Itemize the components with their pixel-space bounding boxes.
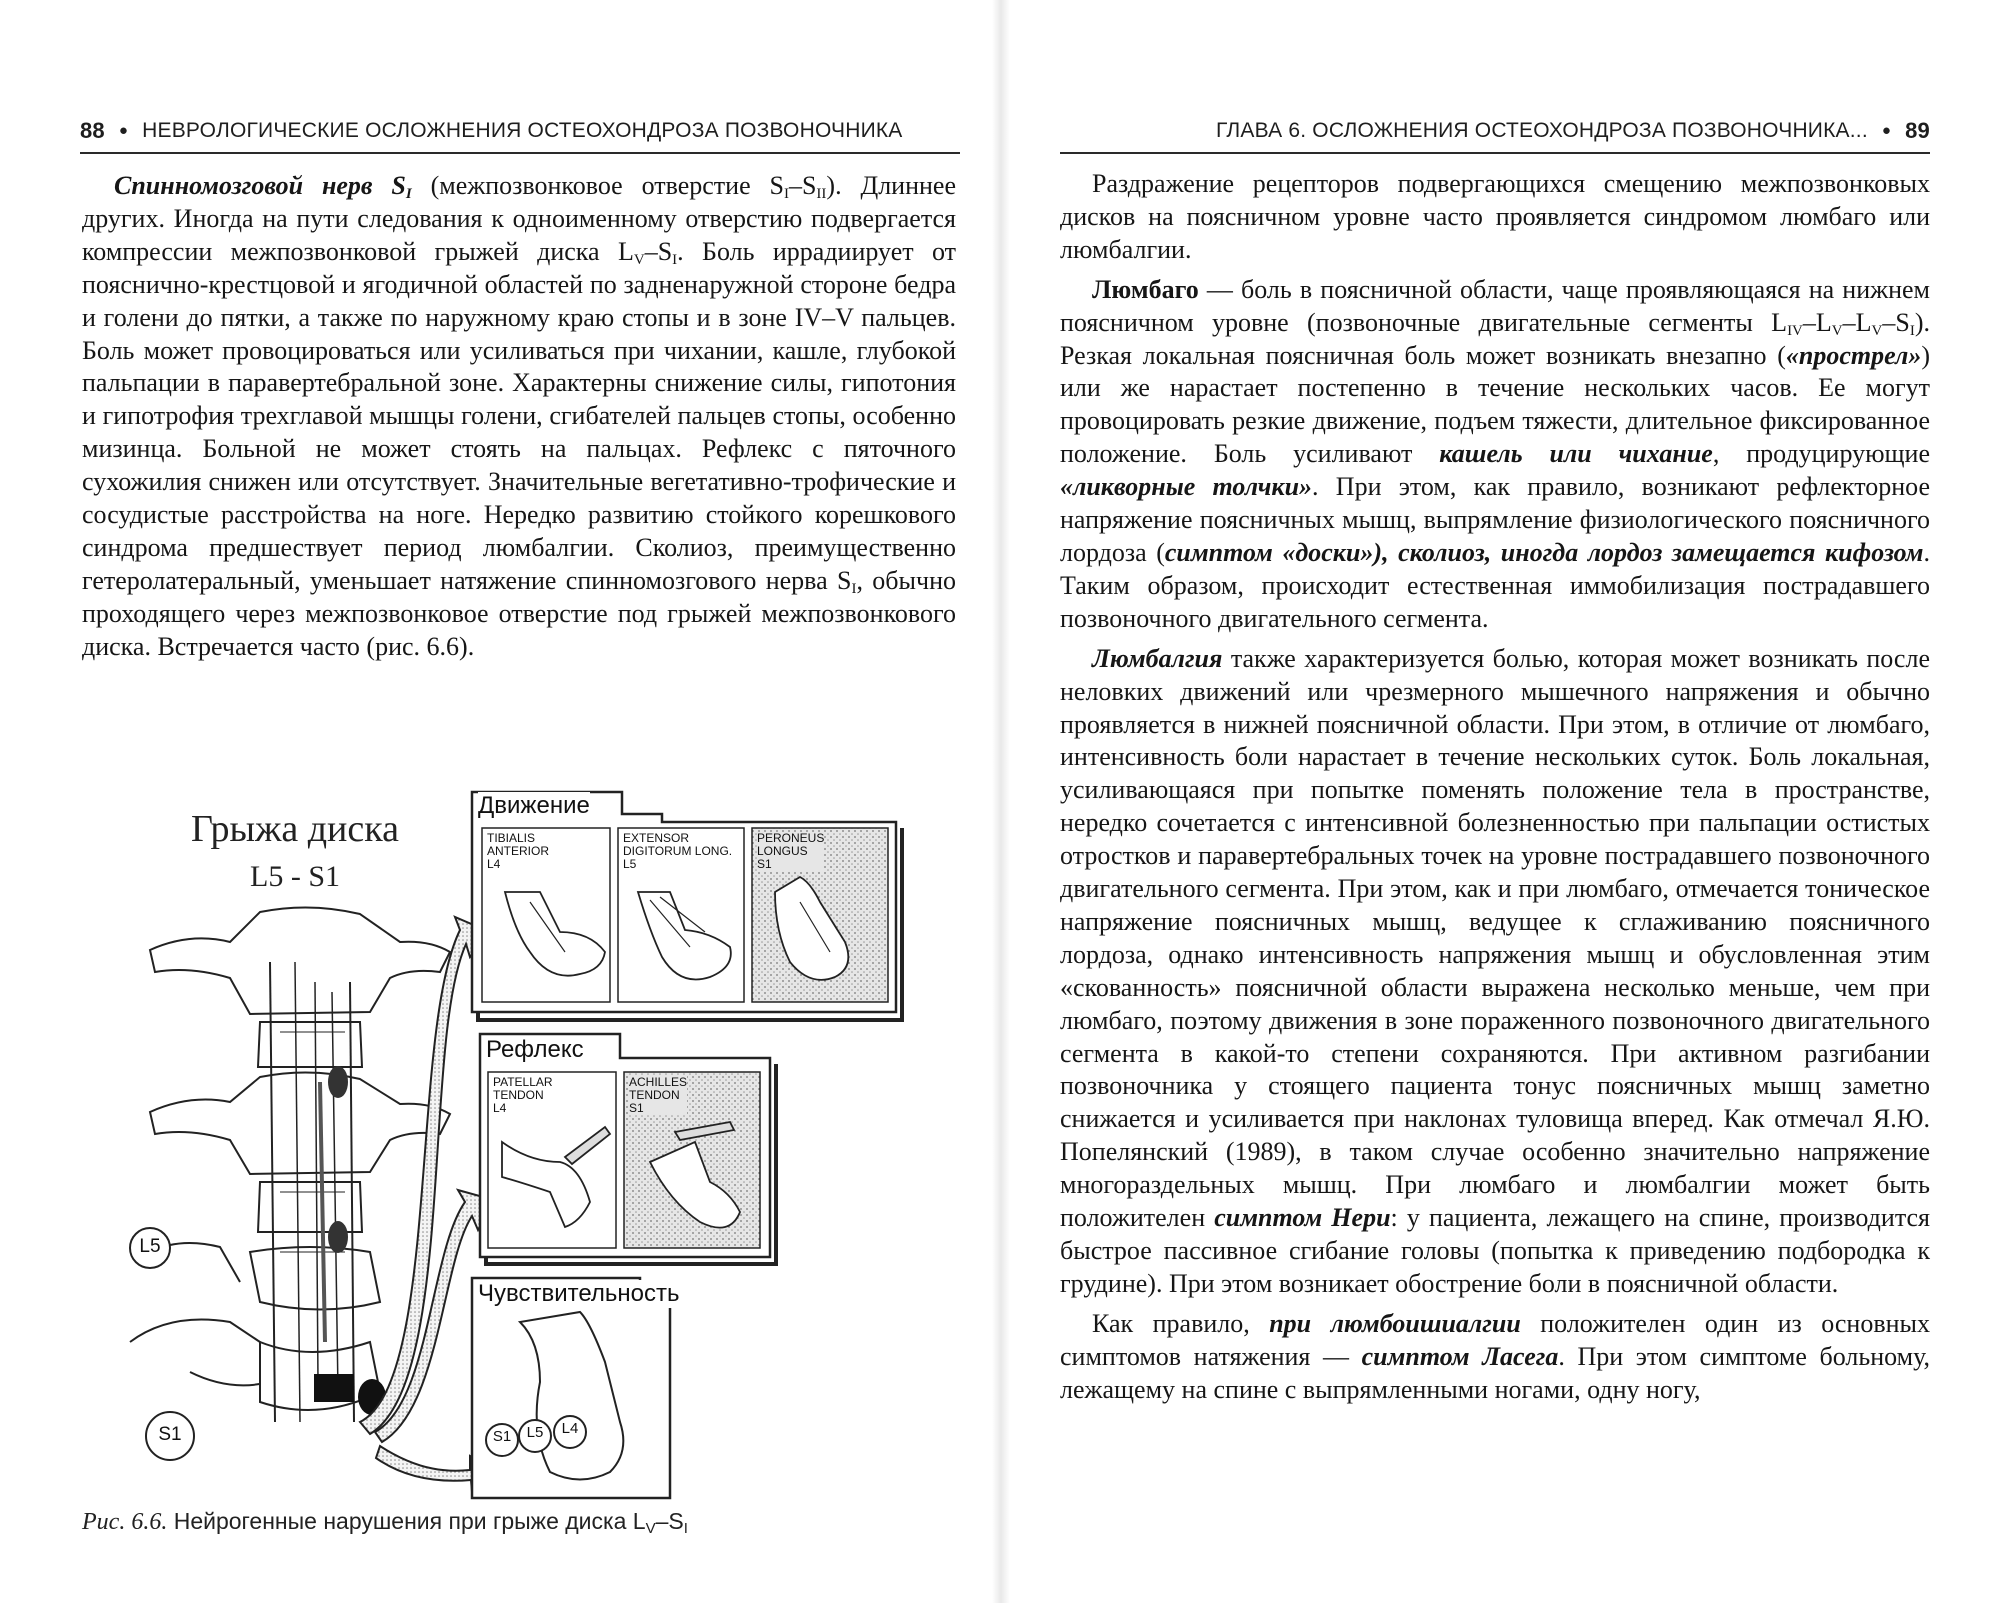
right-running-title: ГЛАВА 6. ОСЛОЖНЕНИЯ ОСТЕОХОНДРОЗА ПОЗВОНОЧНИКА...	[1216, 119, 1868, 142]
caption-number: Рис. 6.6.	[82, 1509, 168, 1535]
figure-title: Грыжа диска	[190, 808, 400, 850]
figure-6-6	[110, 782, 940, 1502]
left-body-text	[82, 170, 956, 664]
paragraph-lumbago: Люмбаго — боль в поясничной области, чаще проявляющаяся на нижнем поясничном уровне (позвоночные двигательные сегменты $L_{IV}-L_V-L_V-S_I$). Резкая локальная поясничная боль может возникать внезапно («прострел») или же нарастает постепенно в течение нескольких часов. Ее могут провоцировать резкие движение, подъем тяжести, длительное фиксированное положение. Боль усиливают кашель или чихание, продуцирующие «ликворные толчки». При этом, как правило, возникают рефлекторное напряжение поясничных мышц, выпрямление физиологического поясничного лордоза (симптом «доски»), сколиоз, иногда лордоз замещается кифозом. Таким образом, происходит естественная иммобилизация пострадавшего позвоночного двигательного сегмента.	[1060, 274, 1930, 633]
paragraph-lumboischialgia: Как правило, при люмбоишиалгии положителен один из основных симптомов натяжения — симптом Ласега. При этом симптоме больному, лежащему на спине с выпрямленными ногами, одну ногу,	[1060, 1308, 1930, 1404]
dermatome-l4: L4	[561, 1420, 579, 1437]
dermatome-l5: L5	[526, 1424, 544, 1441]
left-page-number: 88	[80, 118, 105, 143]
bullet-separator-icon: ●	[118, 121, 129, 139]
left-running-header	[80, 114, 960, 148]
cell-label-patellar: PATELLAR TENDON L4	[493, 1075, 553, 1115]
cell-label-peroneus: PERONEUS LONGUS S1	[757, 831, 825, 871]
bullet-separator-icon: ●	[1881, 121, 1892, 139]
spine-label-s1-text: S1	[158, 1424, 182, 1445]
paragraph-lumbalgia: Люмбалгия также характеризуется болью, которая может возникать после неловких движений или чрезмерного мышечного напряжения и обычно проявляется в нижней поясничной области. При этом, в отличие от люмбаго, интенсивность боли нарастает в течение нескольких суток. Боль локальная, усиливающаяся при попытке поменять положение тела в пространстве, нередко сочетается с интенсивной болезненностью при пальпации остистых отростков и паравертебральных точек на уровне пострадавшего позвоночного двигательного сегмента. При этом, как и при люмбаго, отмечается тоническое напряжение поясничных мышц, ведущее к сглаживанию поясничного лордоза, однако интенсивность напряжения мышц и обусловленная этим «скованность» поясничной области выражена несколько меньше, чем при люмбаго, поэтому движения в зоне пораженного позвоночного двигательного сегмента в какой-то степени сохраняются. При активном разгибании позвоночника у стоящего пациента тонус поясничных мышц заметно снижается и усиливается при наклонах туловища вперед. Как отмечал Я.Ю. Попелянский (1989), в таком случае особенно значительно напряжение многораздельных мышц. При люмбаго и люмбалгии может быть положителен симптом Нери: у пациента, лежащего на спине, производится быстрое пассивное сгибание головы (попытка к приведению подбородка к грудине). При этом возникает обострение боли в поясничной области.	[1060, 643, 1930, 1298]
cell-label-extensor: EXTENSOR DIGITORUM LONG. L5	[623, 831, 733, 871]
panel-movement-title: Движение	[478, 792, 590, 819]
left-running-title: НЕВРОЛОГИЧЕСКИЕ ОСЛОЖНЕНИЯ ОСТЕОХОНДРОЗА ПОЗВОНОЧНИКА	[142, 119, 903, 142]
paragraph-nerve-s1: Спинномозговой нерв $S_I$ (межпозвонковое отверстие $S_I-S_{II}$). Длиннее других. Иногда на пути следования к одноименному отверстию подвергается компрессии межпозвонковой грыжей диска $L_V-S_I$. Боль иррадиирует от пояснично-крестцовой и ягодичной областей по задненаружной стороне бедра и голени до пятки, а также по наружному краю стопы и в зоне IV–V пальцев. Боль может провоцироваться или усиливаться при чихании, кашле, глубокой пальпации в паравертебральной зоне. Характерны снижение силы, гипотония и гипотрофия трехглавой мышцы голени, сгибателей пальцев стопы, особенно мизинца. Больной не может стоять на пальцах. Рефлекс с пяточного сухожилия снижен или отсутствует. Значительные вегетативно-трофические и сосудистые расстройства на ноге. Нередко развитию стойкого корешкового синдрома предшествует период люмбалгии. Сколиоз, преимущественно гетеролатеральный, уменьшает натяжение спинномозгового нерва $S_I$, обычно проходящего через межпозвонковое отверстие под грыжей межпозвонкового диска. Встречается часто (рис. 6.6).	[82, 171, 956, 661]
panel-sensitivity-title: Чувствительность	[478, 1280, 680, 1307]
spine-label-l5-text: L5	[139, 1236, 161, 1257]
right-running-header	[1060, 114, 1930, 148]
dermatome-s1: S1	[492, 1428, 512, 1445]
cell-label-achilles: ACHILLES TENDON S1	[629, 1075, 688, 1115]
panel-reflex-title: Рефлекс	[486, 1036, 584, 1063]
figure-drawing	[110, 782, 940, 1502]
left-header-rule	[80, 152, 960, 154]
right-body-text	[1060, 168, 1930, 1407]
cell-label-tibialis: TIBIALIS ANTERIOR L4	[487, 831, 550, 871]
figure-level: L5 - S1	[250, 860, 340, 893]
right-header-rule	[1060, 152, 1930, 154]
right-page	[1000, 0, 2000, 1603]
paragraph-receptors: Раздражение рецепторов подвергающихся смещению межпозвонковых дисков на поясничном уровне часто проявляется синдромом люмбаго или люмбалгии.	[1060, 169, 1930, 264]
term-nerve: Спинномозговой нерв $S_I$	[114, 171, 412, 202]
figure-caption: Рис. 6.6. Нейрогенные нарушения при грыже диска $L_V-S_I$	[82, 1508, 688, 1537]
right-page-number: 89	[1905, 118, 1930, 143]
